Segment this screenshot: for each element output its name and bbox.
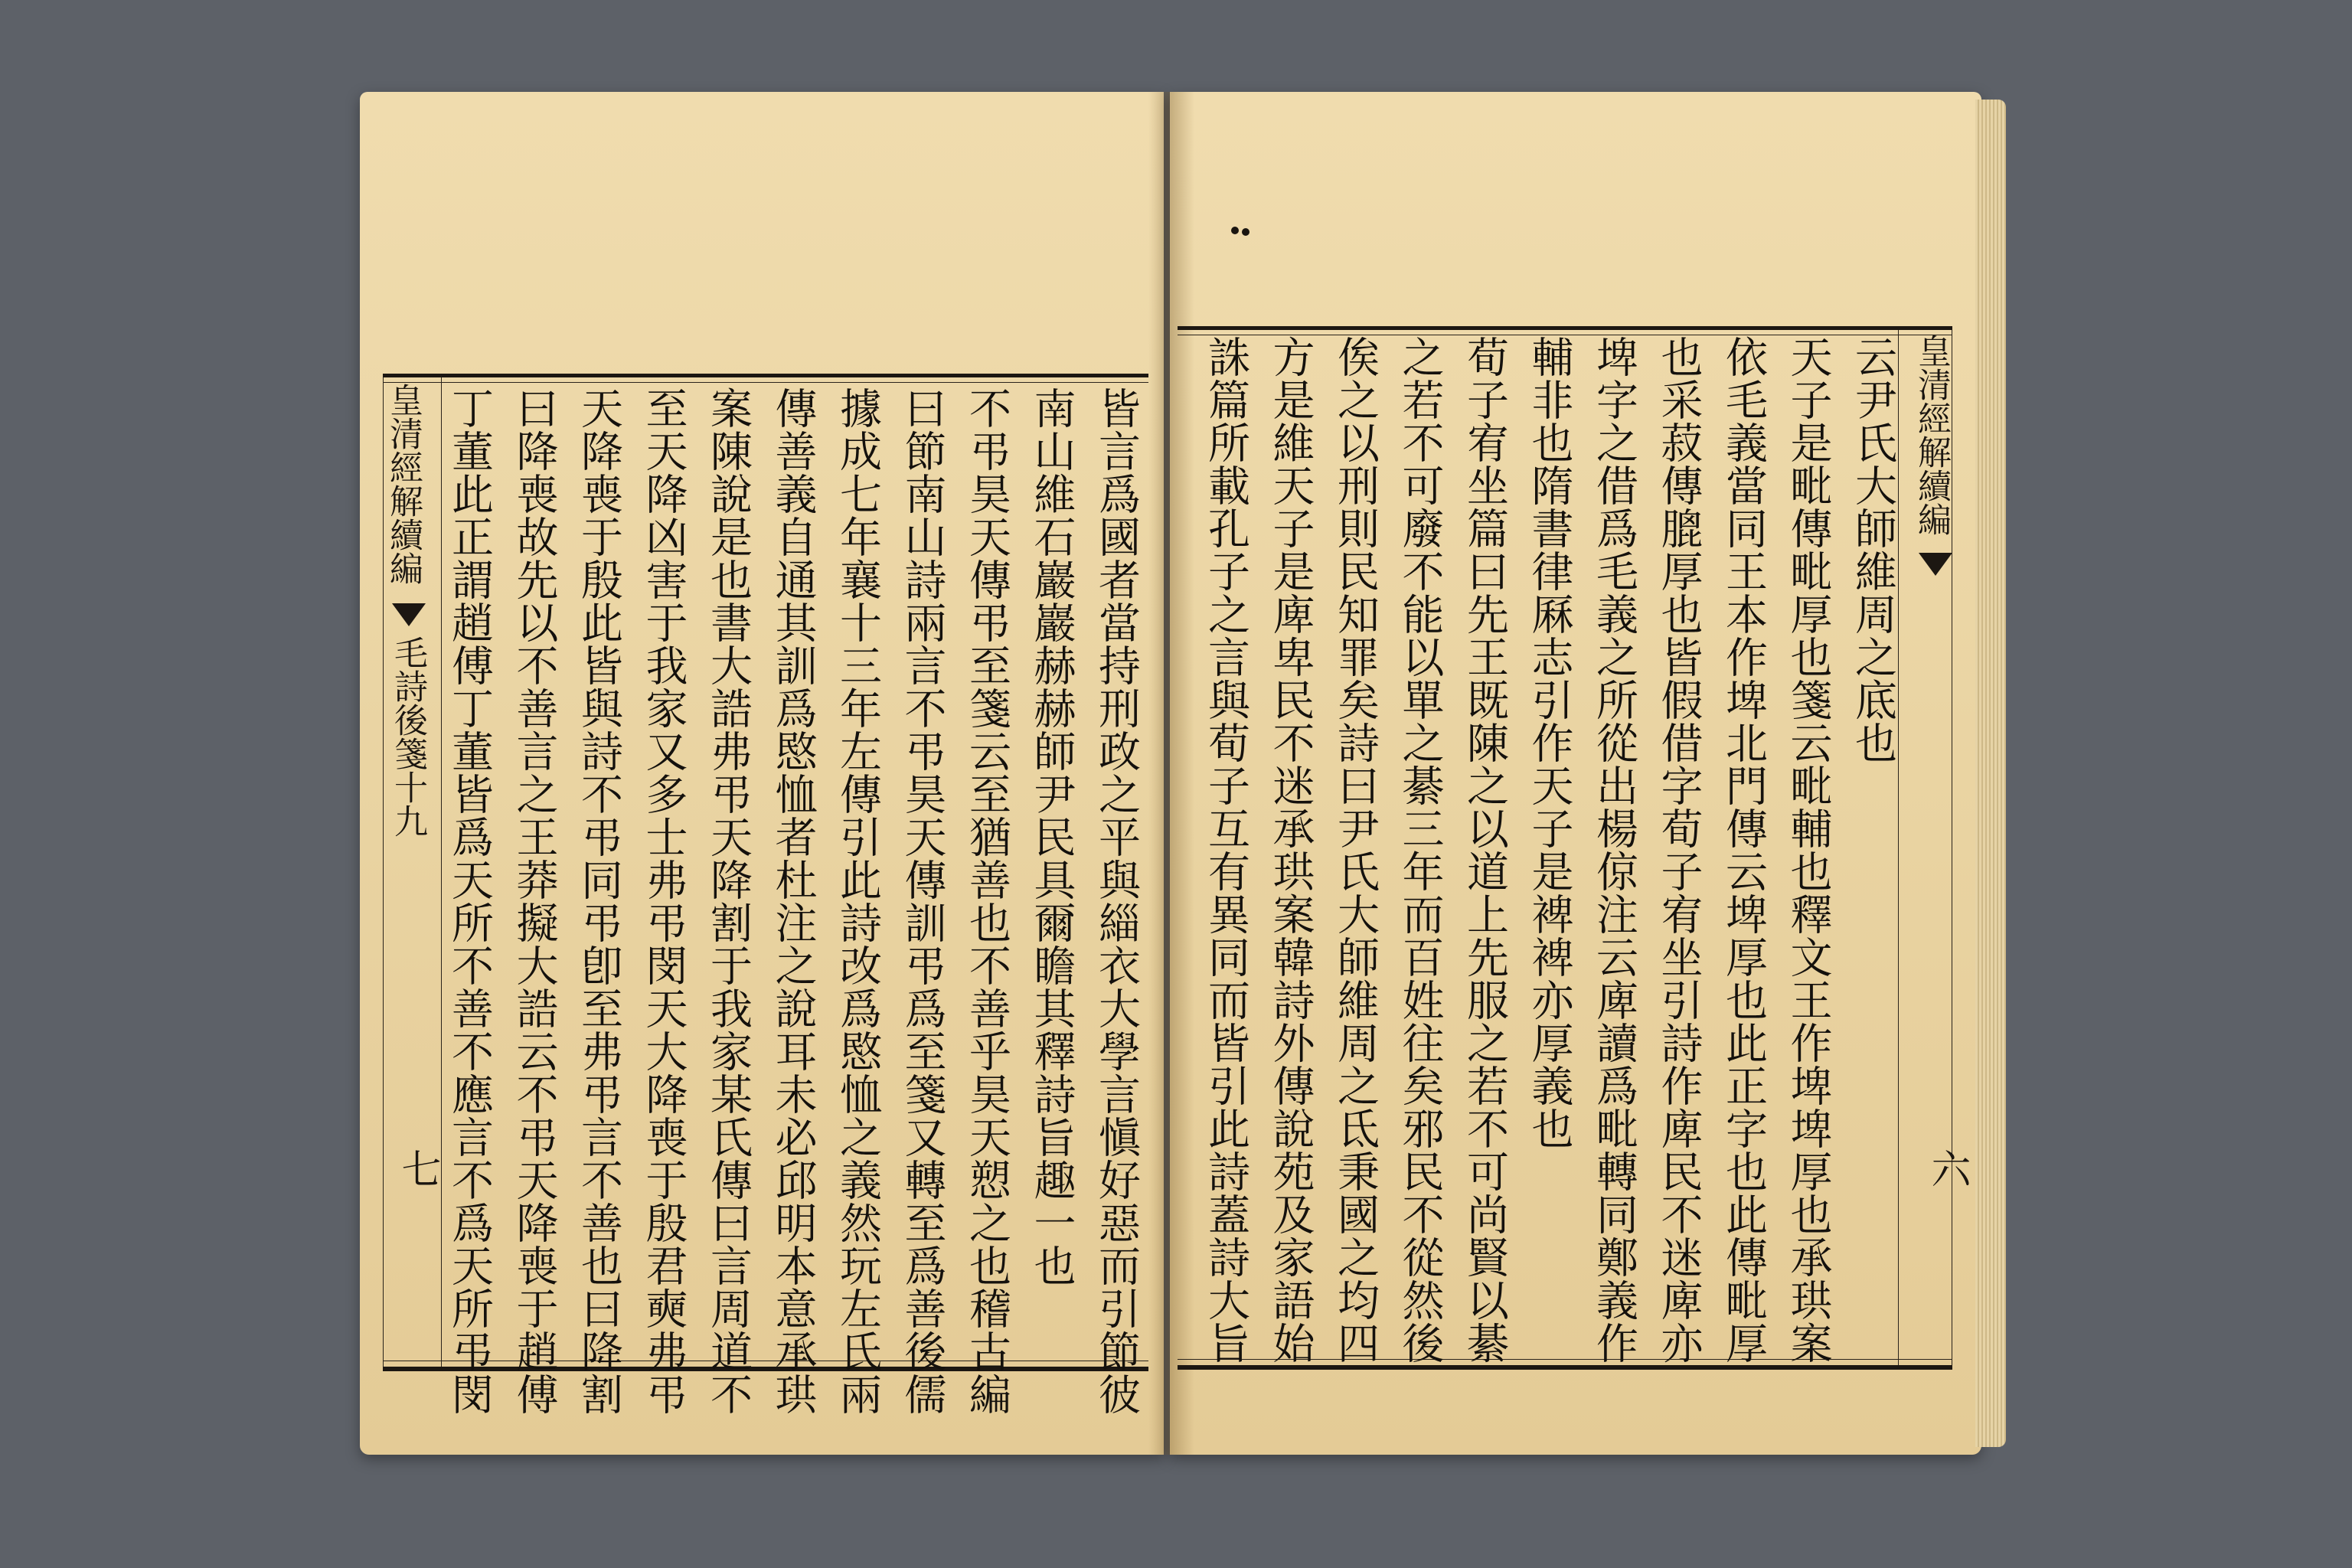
right-text-column: 埤字之借爲毛義之所從出楊倞注云庳讀爲毗轉同鄭義作: [1589, 335, 1638, 1364]
left-spine-title: 皇清經解續編: [384, 383, 423, 585]
right-text-column: 云尹氏大師維周之底也: [1848, 335, 1897, 764]
right-text-column: 荀子宥坐篇曰先王既陳之以道上先服之若不可尚賢以綦: [1460, 335, 1509, 1364]
right-folio-number: 六: [1924, 1148, 1970, 1188]
right-text-column: 輔非也隋書律厤志引作天子是裨裨亦厚義也: [1524, 335, 1574, 1150]
right-text-column: 誅篇所載孔子之言與荀子互有異同而皆引此詩蓋詩大旨: [1201, 335, 1250, 1364]
left-text-column: 曰節南山詩兩言不弔昊天傳訓弔爲至箋又轉至爲善後儒: [897, 387, 947, 1416]
right-text-column: 俟之以刑則民知罪矣詩曰尹氏大師維周之氐秉國之均四: [1331, 335, 1380, 1364]
right-text-column: 依毛義當同王本作埤北門傳云埤厚也此正字也此傳毗厚: [1719, 335, 1768, 1364]
fishtail-ornament-icon: [392, 603, 426, 626]
left-text-column: 不弔昊天傳弔至箋云至猶善也不善乎昊天愬之也稽古編: [962, 387, 1011, 1416]
left-text-column: 至天降凶害于我家又多士弗弔閔天大降喪于殷君奭弗弔: [639, 387, 688, 1416]
left-spine-section: 毛詩後箋十九: [388, 635, 427, 838]
right-text-column: 方是維天子是庳卑民不迷承珙案韓詩外傳說苑及家語始: [1266, 335, 1315, 1364]
left-text-column: 案陳說是也書大誥弗弔天降割于我家某氏傳曰言周道不: [704, 387, 753, 1416]
right-text-column: 天子是毗傳毗厚也箋云毗輔也釋文王作埤埤厚也承珙案: [1783, 335, 1833, 1364]
left-text-column: 據成七年襄十三年左傳引此詩改爲愍恤之義然玩左氏兩: [833, 387, 882, 1416]
left-text-column: 皆言爲國者當持刑政之平與緇衣大學言愼好惡而引節彼: [1092, 387, 1141, 1416]
left-text-column: 傳善義自通其訓爲愍恤者杜注之說耳未必邱明本意承珙: [768, 387, 818, 1416]
fishtail-ornament-icon: [1919, 553, 1952, 576]
left-text-column: 曰降喪故先以不善言之王莽擬大誥云不弔天降喪于趙傅: [509, 387, 559, 1416]
right-text-column: 也采菽傳膍厚也皆假借字荀子宥坐引詩作庳民不迷庳亦: [1654, 335, 1704, 1364]
right-text-column: 之若不可廢不能以單之綦三年而百姓往矣邪民不從然後: [1395, 335, 1445, 1364]
left-text-column: 丁董此正謂趙傅丁董皆爲天所不善不應言不爲天所弔閔: [445, 387, 494, 1416]
page-edges: [1975, 100, 2006, 1447]
right-spine-title: 皇清經解續編: [1912, 334, 1951, 536]
left-text-column: 天降喪于殷此皆與詩不弔同弔卽至弗弔言不善也曰降割: [574, 387, 623, 1416]
ink-speck: [1231, 227, 1239, 234]
left-folio-number: 七: [394, 1148, 440, 1188]
left-text-column: 南山維石巖巖赫赫師尹民具爾瞻其釋詩旨趣一也: [1027, 387, 1076, 1287]
ink-speck: [1242, 228, 1250, 236]
